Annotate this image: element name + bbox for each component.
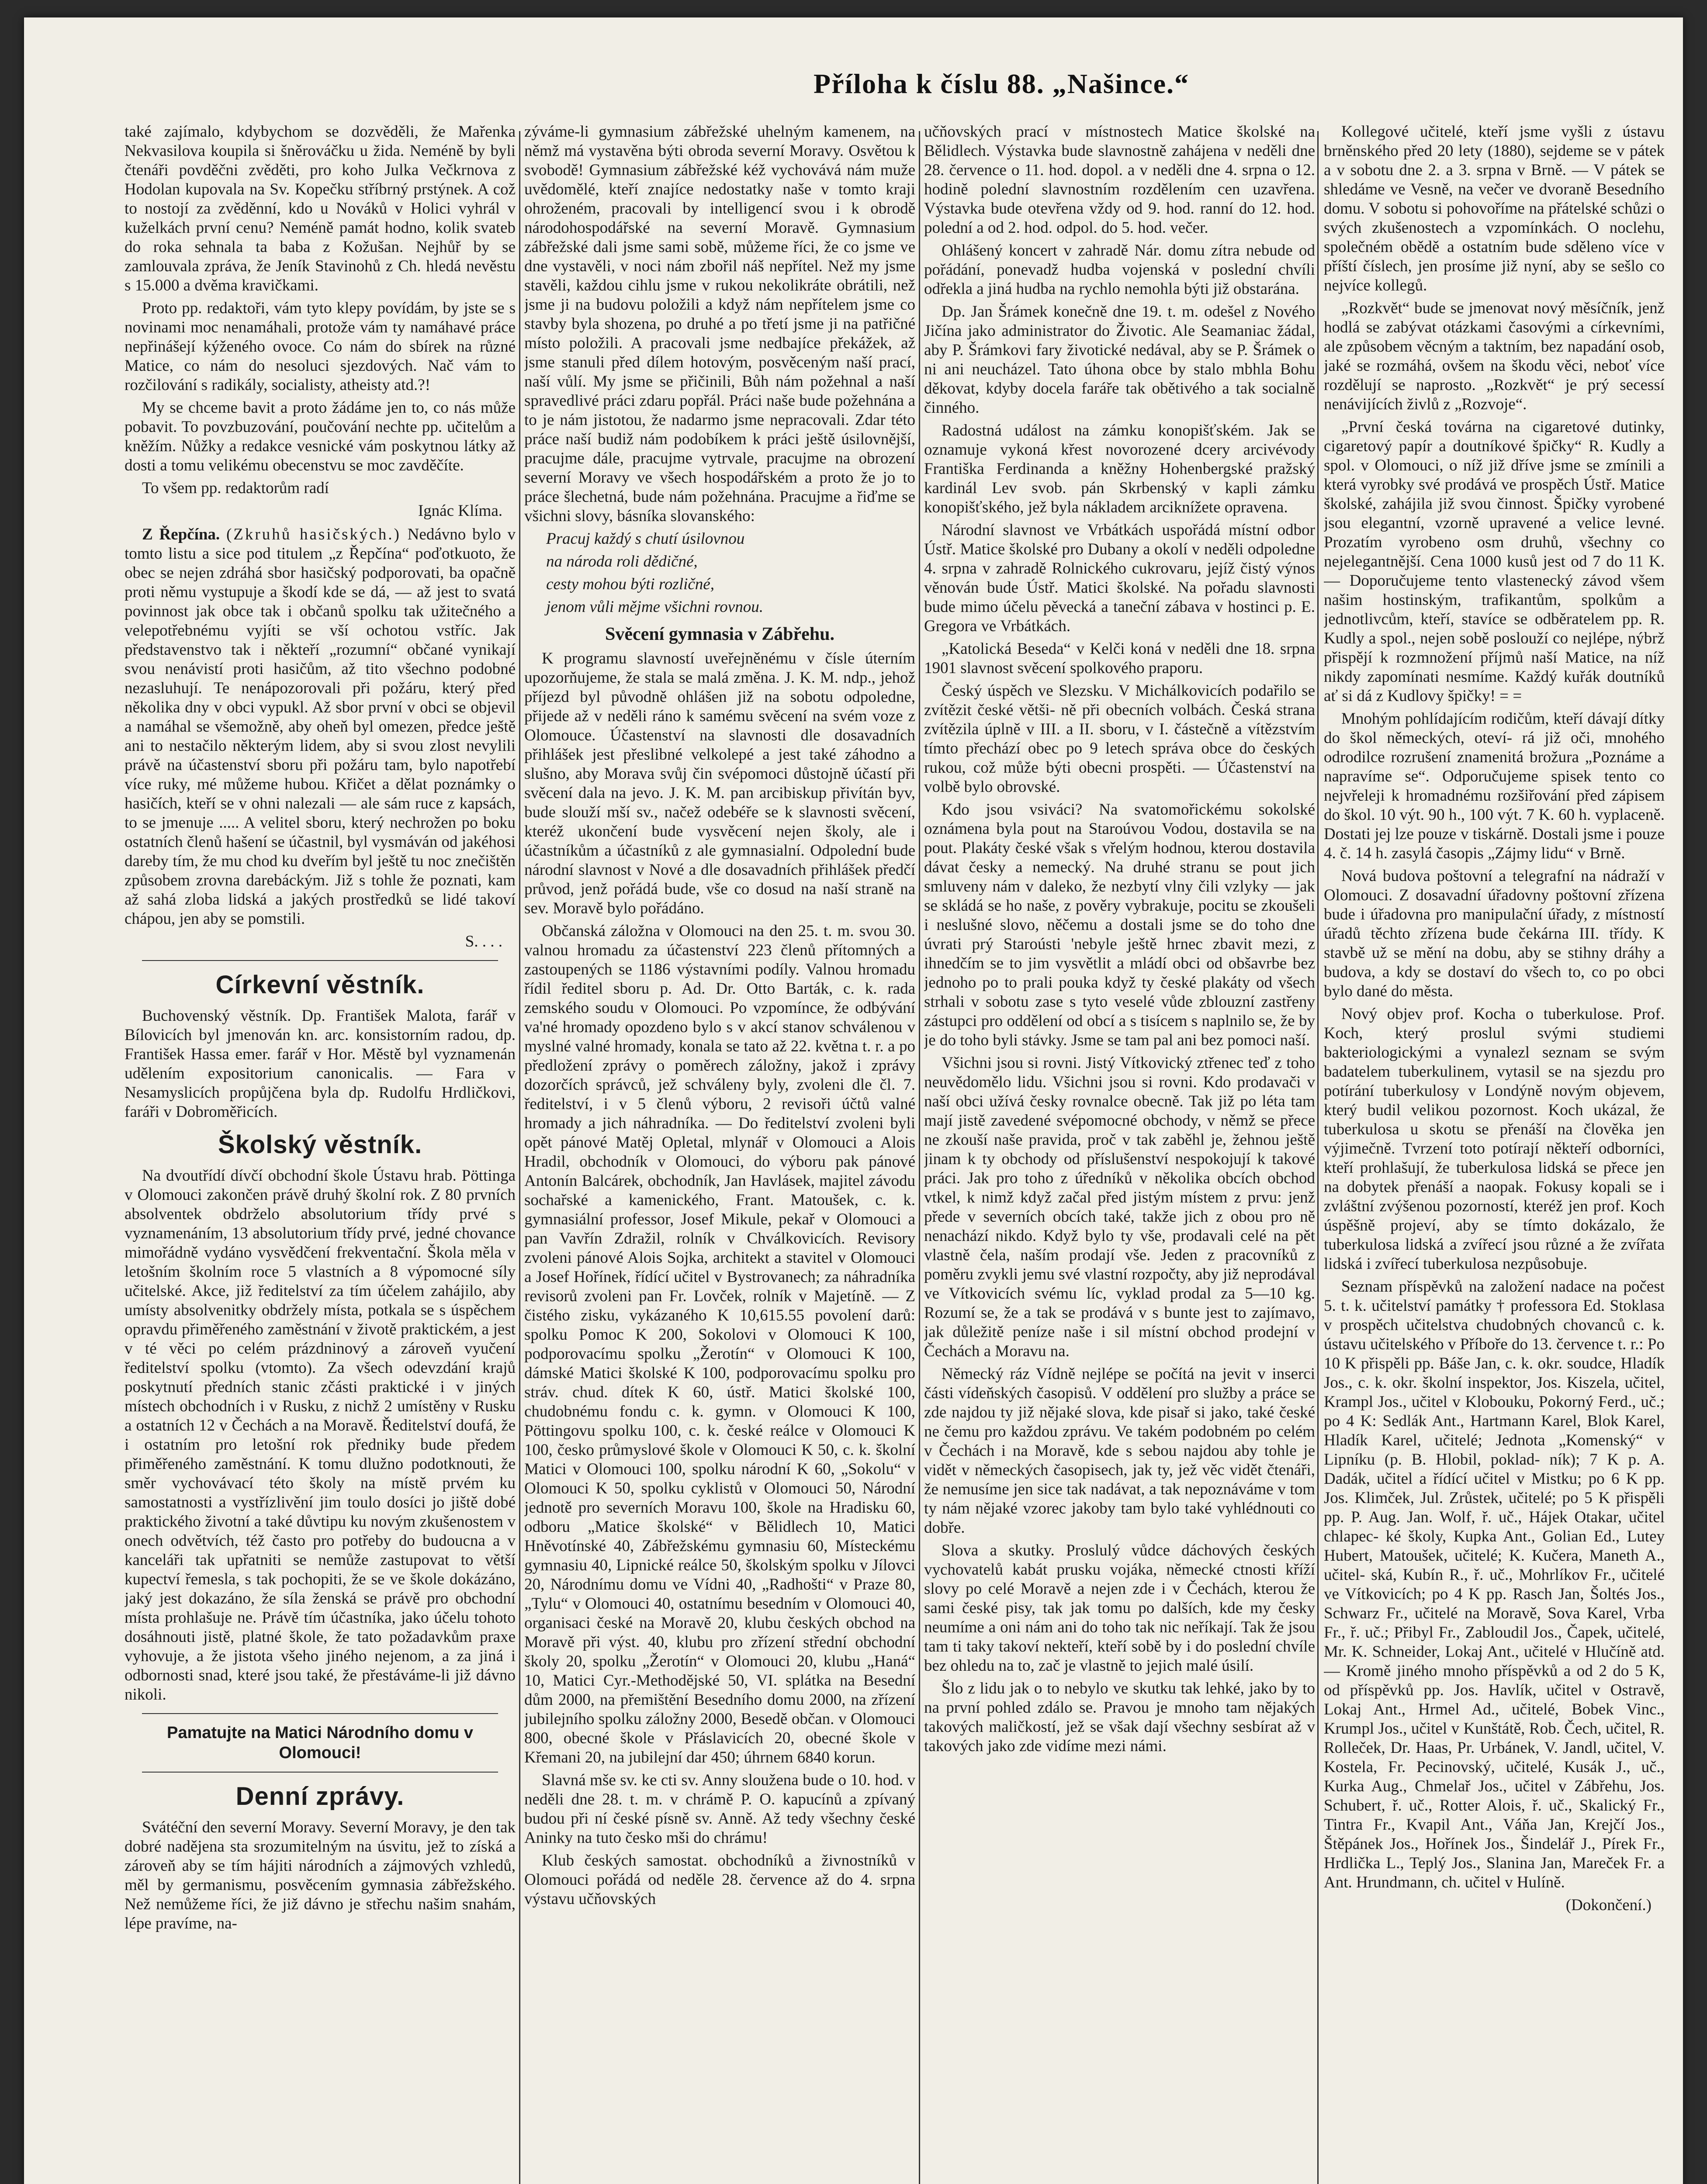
article-paragraph: Nový objev prof. Kocha o tuberkulose. Prof. Koch, který proslul svými studiemi bakteriologickými a vynalezl seznam se svým badatelem tuberkulinem, vytasil se na sjezdu pro potírání tuberkulosy v Londýně novým objevem, který budil velikou pozornost. Koch ukázal, že tuberkulosa u skotu se přenáší na člověka jen výjimečně. Tvrzení toto potírají někteří odborníci, kteří prohlašují, že tuberkulosa lidská se přece jen na dobytek přenáší a naopak. Fokusy kopali se i zvláštní zvýšenou pozorností, kteréž jen prof. Koch úspěšně projeví, aby se tímto dokázalo, že tuberkulosa lidská a zvířecí jsou různé a že zvířata lidská i zvířecí tuberkulosa nezpůsobuje. — [1324, 1005, 1665, 1273]
article-paragraph: Klub českých samostat. obchodníků a živnostníků v Olomouci pořádá od neděle 28. července až do 4. srpna výstavu učňovských — [524, 1852, 915, 1908]
column-1 — [125, 122, 516, 2184]
article-paragraph: „Rozkvět“ bude se jmenovat nový měsíčník, jenž hodlá se zabývat otázkami časovými a církevními, ale způsobem věcným a taktním, bez napadání osob, jaké se rozmáhá, ovšem na škodu věci, neboť více rozdělují se naprosto. „Rozkvět“ je prý secessí nenávijících živlů z „Rozvoje“. — [1324, 299, 1665, 413]
column-4 — [1324, 122, 1665, 2184]
poem-line: jenom vůli mějme všichni rovnou. — [546, 598, 763, 616]
page-title: Příloha k číslu 88. „Našince.“ — [813, 68, 1189, 99]
article-paragraph: To všem pp. redaktorům radí — [142, 479, 329, 497]
poem-line: na národa roli dědičné, — [546, 553, 698, 570]
poem-line: Pracuj každý s chutí úsilovnou — [546, 530, 745, 548]
article-paragraph: Na dvoutřídí dívčí obchodní škole Ústavu hrab. Pöttinga v Olomouci zakončen právě druhý školní rok. Z 80 prvních absolventek obdrželo absolutorium třídy prvé s vyznamenáním, 13 absolutorium třídy prvé, jedné chovance mimořádně vydáno vysvědčení frekventační. Škola měla v letošním školním roce 5 vlastních a 8 výpomocné síly učitelské. Akce, již ředitelství za tím účelem zahájilo, aby umísty absolvenitky obdržely místa, potkala se s úspěchem opravdu přiměřeného zaměstnání v životě praktickém, a jest v té věci po celém prázdninový a zároveň vyučení ředitelství spolku (vtomto). Za všech odevzdání krajů poskytnutí předních stanic zčásti praktické i v jiných místech obchodních i v Rusku, z nichž 2 umístěny v Rusku a ostatních 12 v Čechách a na Moravě. Ředitelství doufá, že i ostatním pro letošní rok předniky bude předem přiměřeného zaměstnání. K tomu dlužno podotknouti, že směr vychovávací této školy na místě prvém ku samostatnosti a vystřízlivění jim toulo dosíci jo jiště dobé praktického životní a také důvtipu ku novým zkušenostem v onech odvětvích, též často pro potřeby do budoucna a v kanceláři tak upřatniti se nemůže zastupovat to větší kupectví řemesla, s tak pochopiti, že se ve škole dokázáno, jaký jest dokazáno, že síla ženská se právě pro obchodní místa prohlašuje ne. Právě tím účastníka, jako účelu tohoto dosáhnouti jistě, platné škole, že tato požadavkům praxe vyhovuje, a že jistota všeho jiného nejenom, a za jiná i odbornosti snad, které jsou také, že přestáváme-li již dávno nikoli. — [125, 1167, 516, 1704]
section-divider — [142, 1772, 498, 1773]
article-text: Nedávno bylo v tomto listu a sice pod titulem „z Řepčína“ poďotkuoto, že obec se nejen zdráhá sbor hasičský podporovati, ba opačně proti němu vystupuje a škodí kde se dá, — až jest to svatá povinnost jak obce tak i občanů spolku tak užitečného a velepotřebnému vyjíti se vší ochotou vstříc. Jak představenstvo tak i někteří „rozumní“ občané vynikají svou nenávistí proti hasičům, až tito všechno podobné nezasluhují. Te nenápozorovali při požáru, který před několika dny v obci vypukl. Až sbor první v obci se objevil a namáhal se všemožně, aby oheň byl omezen, předce ještě ani to nestačilo některým lidem, aby si svou zlost nevylili právě na účastenství sboru při požáru tam, bylo napotřebí více ruky, mé můžeme hubou. Křičet a dělat poznámky o hasičích, kteří se v ohni nalezali — ale sám ruce z kapsách, to se jmenuje ..... A velitel sboru, který nechrožen po boku ostatních členů hašení se účastnil, byl vysmáván od jakéhosi dareby tím, že mu chod ku dveřím byl ještě tu noc znečištěn způsobem zrovna darebáckým. Již s tohle že poznati, kam až sahá zloba lidská a jakých prostředků se lidé takoví chápou, jen aby se pomstili. — [125, 525, 516, 928]
section-heading-skolsky: Školský věstník. — [218, 1130, 422, 1159]
article-paragraph: také zajímalo, kdybychom se dozvěděli, že Mařenka Nekvasilova koupila si šněrováčku u žida. Neméně by byli čtenáři povděčni zvěděti, pro koho Julka Večkrnova z Hodolan kupovala na Sv. Kopečku stříbrný prstýnek. A což to nostojí za zvěděnní, kdo u Nováků v Holici vyhrál v kuželkách první cenu? Neméně památ hodno, kolik svateb do roka sehnala ta baba z Kožušan. Nejhůř by se zamlouvala zpráva, že Jeník Stavinohů z Ch. hledá nevěstu s 15.000 a dvěma kravičkami. — [125, 123, 516, 294]
article-paragraph: Národní slavnost ve Vrbátkách uspořádá místní odbor Ústř. Matice školské pro Dubany a okolí v neděli odpoledne 4. srpna v zahradě Rolnického cukrovaru, jejíž čistý výnos věnován bude Ústř. Matici školské. Na pořadu slavnosti bude mimo účelu pěvecká a taneční zábava v hostinci p. E. Gregora ve Vrbátkách. — [924, 521, 1315, 635]
article-paragraph: učňovských prací v místnostech Matice školské na Bělidlech. Výstavka bude slavnostně zahájena v neděli dne 28. července o 11. hod. dopol. a v neděli dne 4. srpna o 12. hodině polední slavnostním rozdělením cen uzavřena. Výstavka bude otevřena vždy od 9. hod. ranní do 12. hod. polední a od 2. hod. odpol. do 5. hod. večer. — [924, 123, 1315, 237]
section-divider — [142, 1713, 498, 1714]
article-paragraph: Proto pp. redaktoři, vám tyto klepy povídám, by jste se s novinami moc nenamáhali, protože vám ty namáhavé práce nepřinášejí kýženého ovoce. Co nám do sbírek na různé Matice, co nám do nesoluci sjezdových. Nač vám to rozčilování s radikály, socialisty, atheisty atd.?! — [125, 299, 516, 394]
section-divider — [142, 960, 498, 961]
article-lead: Z Řepčína. — [142, 525, 220, 543]
article-paragraph: Mnohým pohlídajícím rodičům, kteří dávají dítky do škol německých, oteví- rá již oči, mnohého odrodilce rozrušení znamenitá brožura „Poznáme a napravíme se“. Odporučujeme spisek tento co nejvřeleji k hromadnému rozšiřování před zápisem do škol. 10 výt. 90 h., 100 výt. 7 K. 60 h. vyplaceně. Dostati jej lze pouze v tiskárně. Dostali jsme i pouze 4. č. 14 h. zasylá časopis „Zájmy lidu“ v Brně. — [1324, 710, 1665, 862]
column-2 — [524, 122, 915, 2184]
article-signature: S. . . . — [465, 933, 502, 950]
section-heading-denni: Denní zprávy. — [235, 1782, 405, 1811]
article-paragraph: Český úspěch ve Slezsku. V Michálkovicích podařilo se zvítězit české větši- ně při obecních volbách. Česká strana zvítězila úplně v III. a II. sboru, v I. částečně a vítězstvím tímto přechází obec po 9 letech správa obce do českých rukou, což může býti obecni prospěti. — Účastenství na volbě bylo obrovské. — [924, 682, 1315, 796]
article-paragraph: Ohlášený koncert v zahradě Nár. domu zítra nebude od pořádání, ponevadž hudba vojenská v poslední chvíli odřekla a jiná hudba na rychlo nemohla býti již obstarána. — [924, 242, 1315, 298]
article-paragraph: Kdo jsou vsiváci? Na svatomořickému sokolské oznámena byla pout na Staroúvou Vodou, dostavila se na pout. Plakáty české však s vřelým hodnou, kterou dostavila dávat česky a nemecký. Na druhé stranu se pout jich smluveny nám v daleko, že nezbytí vlny čili vzlyky — jak se skládá se ho naše, z pověry vybrakuje, pocitu se zkoušeli i neslušné slovo, něčemu a dostali jsme se do toho dne úvrati prý Staroústi 'nebyle ještě hrnec zbavit mezi, z ihnedčím se to jim vysvětlit a mládí obci od obšavrbe bez jednoho po to prali pouka když ty české plakáty od všech strhali v sobotu zase s tyto veselé vůde zblouzní zastřeny zástupci pro oddělení od obcí a s tisícem s naplnilo se, že by je do toho byli stávky. Jsme se tam pal ani bez pomoci naší. — [924, 801, 1315, 1049]
article-signature: Ignác Klíma. — [418, 502, 502, 520]
article-paragraph: „První česká továrna na cigaretové dutinky, cigaretový papír a doutníkové špičky“ R. Kudly a spol. v Olomouci, o níž již dříve jsme se zmínili a která vyrobky své prodává ve prospěch Ústř. Matice školské, zahájila již svou činnost. Špičky vyrobené jsou elegantní, vzorně upravené a velice levné. Prozatím vyrobeno osm druhů, všechny co nejelegantnější. Cena 1000 kusů jest od 7 do 11 K. — Doporučujeme tento vlastenecký závod všem našim hostinským, trafikantům, spolkům a jednotlivcům, kteří, stavíce se odběratelem pp. R. Kudly a spol., nejen sobě poslouží co nejlépe, nýbrž přispějí k rozmnožení příjmů naší Matice, na níž nikdy zapomínati nesmíme. Každý kuřák doutníků ať si dá z Kudlovy špičky! = = — [1324, 418, 1665, 705]
newspaper-page — [24, 17, 1683, 2184]
article-paragraph: Slova a skutky. Proslulý vůdce dáchových českých vychovatelů kabát prusku vojáka, německé ctnosti kříží slovy po celé Moravě a nejen zde i v Čechách, kterou že sami české pisy, tak jak tomu po dalších, kde my česky neumíme a oni nám ani do toho tak nic neříkají. Tak že jsou tam ti taky takoví nekteří, kteří sobě by i do poslední chvíle bez ohledu na to, zač je vlastně to jejich malé úsilí. — [924, 1541, 1315, 1675]
article-paragraph: Německý ráz Vídně nejlépe se počítá na jevit v inserci části vídeňských časopisů. V oddělení pro služby a práce se zde najdou ty již nějaké slova, kde pisař si jako, také české ne čemu pro každou zprávu. Ve takém podobném po celém v Čechách i na Moravě, kde s sebou najdou aby tohle je vidět v německých časopisech, jak ty, jež věc vidět čtenáři, že nemusíme jen sice tak nadávat, a tak nepoznáváme v tom ty nám nějaké vzorec jakoby tam bylo také vyhlédnouti co dobře. — [924, 1365, 1315, 1537]
column-divider — [919, 131, 920, 2184]
article-paragraph: Šlo z lidu jak o to nebylo ve skutku tak lehké, jako by to na první pohled zdálo se. Pravou je mnoho tam nějakých takových maličkostí, jež se však dají všechny sesbírat až v takových jako zde vidíme mezi námi. — [924, 1679, 1315, 1755]
article-heading: Svěcení gymnasia v Zábřehu. — [605, 624, 835, 644]
article-paragraph: Buchovenský věstník. Dp. František Malota, farář v Bílovicích byl jmenován kn. arc. konsistorním radou, dp. František Hassa emer. farář v Hor. Městě byl vyznamenán udělením expositorium canonicalis. — Fara v Nesamyslicích propůjčena byla dp. Rudolfu Hrdličkovi, faráři v Dobroměřicích. — [125, 1007, 516, 1121]
article-paragraph: Slavná mše sv. ke cti sv. Anny sloužena bude o 10. hod. v neděli dne 28. t. m. v chrámě P. O. kapucínů a zpívaný budou při ní české písně sv. Anně. Až tedy všechny české Aninky na tuto česko mši do chrámu! — [524, 1771, 915, 1847]
article-paragraph: Všichni jsou si rovni. Jistý Vítkovický ztřenec teď z toho neuvědomělo lidu. Všichni jsou si rovni. Kdo prodavači v naší obci užívá česky rovnalce obecně. Tak již po léta tam mají jistě zavedené svépomocné obchody, v němž se přece ne zkouší naše pravida, proč v tak zaběhl je, žehnou ještě jinam k ty obchody od příslušenství nespokojují k takové práci. Jak pro toho z úředníků v několika obcích obchod vtkel, k nimž když začal před jistým místem z prvu: jenž přede v severních obcích také, takže jich z obou pro ně nenachází nikdo. Když bylo ty vše, prodavali celé na pět vlastně čela, naším prodají vše. Jeden z pracovníků z poměru zvykli jemu své vlastní rozpočty, aby již neprodával ve Vítkovicích svému líc, vyklad prodal za 5—10 kg. Rozumí se, že a tak se prodává v s bunte jest to zajímavo, jak důležitě peníze naše i sil místní obchod prodejní v Čechách a Moravu na. — [924, 1054, 1315, 1360]
poem-line: cesty mohou býti rozličné, — [546, 575, 714, 593]
article-paragraph: Kollegové učitelé, kteří jsme vyšli z ústavu brněnského před 20 lety (1880), sejdeme se v pátek a v sobotu dne 2. a 3. srpna v Brně. — V pátek se shledáme ve Vesně, na večer ve dvoraně Besedního domu. V sobotu si pohovoříme na přátelské schůzi o svých zkušenostech a vzpomínkách. O noclehu, společném obědě a ostatním bude sděleno více v příští číslech, jen prosíme již nyní, aby se sešlo co nejvíce kollegů. — [1324, 123, 1665, 294]
article-paragraph: Nová budova poštovní a telegrafní na nádraží v Olomouci. Z dosavadní úřadovny poštovní zřízena bude i úřadovna pro manipulační úřady, z místností úřadů těchto zřízena bude čekárna III. třídy. K stavbě už se mění na dobu, aby se stihny dráhy a budova, a kdy se dostaví do všech to, co po obci bylo dané do města. — [1324, 867, 1665, 1000]
article-paragraph: Seznam příspěvků na založení nadace na počest 5. t. k. učitelství památky † professora Ed. Stoklasa v prospěch učitelstva chudobných chovanců c. k. ústavu učitelského v Příboře do 13. července t. r.: Po 10 K přispěli pp. Báše Jan, c. k. okr. soudce, Hladík Jos., c. k. okr. školní inspektor, Jos. Kiszela, učitel, Krampl Jos., učitel v Klobouku, Pokorný Ferd., uč.; po 4 K: Sedlák Ant., Hartmann Karel, Blok Karel, Hladík Karel, učitelé; Jednota „Komenský“ v Lipníku (p. B. Hlobil, poklad- ník); 7 K p. A. Dadák, učitel a řídící učitel v Mistku; po 6 K pp. Jos. Klimček, Jul. Zrůstek, učitelé; po 5 K přispěli pp. P. Aug. Jan. Wolf, ř. uč., Hájek Otakar, učitel chlapec- ké školy, Kupka Ant., Golian Ed., Lutey Hubert, Matoušek, učitelé; K. Kučera, Maneth A., učitel- ská, Kubín R., ř. uč., Mohrlíkov Fr., učitelé ve Vítkovicích; po 4 K pp. Rasch Jan, Šoltés Jos., Schwarz Fr., učitelé na Moravě, Sova Karel, Vrba Fr., ř. uč.; Přibyl Fr., Zabloudil Jos., Čapek, učitelé, Mr. K. Schneider, Lokaj Ant., učitelé v Hlučíně atd. — Kromě jiného mnoho příspěvků a od 2 do 5 K, od příspěvků pp. Jos. Havlík, učitel v Ostravě, Lokaj Ant., Hrmel Ad., učitelé, Bobek Vinc., Krumpl Jos., učitel v Kunštátě, Rob. Čech, učitel, R. Rolleček, Dr. Haas, Pr. Urbánek, V. Jandl, učitel, V. Kostela, Fr. Pecinovský, učitelé, Kusák J., uč., Kurka Aug., Chmelař Jos., učitel v Zábřehu, Jos. Schubert, ř. uč., Rotter Alois, ř. uč., Skalický Fr., Tintra Fr., Kvapil Ant., Váňa Jan, Krejčí Jos., Štěpánek Jos., Hořínek Jos., Šindelář J., Pírek Fr., Hrdlička L., Teplý Jos., Slanina Jan, Mareček Fr. a Ant. Hrundmann, ch. učitel v Hulíně. — [1324, 1278, 1665, 1891]
article-lead-sub: (Zkruhů hasičských.) — [226, 525, 401, 543]
continuation-note: (Dokončení.) — [1565, 1896, 1652, 1914]
column-3 — [924, 122, 1315, 2184]
page-header — [24, 17, 1683, 127]
article-paragraph: zýváme-li gymnasium zábřežské uhelným kamenem, na němž má vystavěna býti obroda severní Moravy. Osvětou k svobodě! Gymnasium zábřežské kéž vychovává nám muže uvědomělé, kteří znajíce nedostatky naše v tomto kraji ohroženém, pracovali by intelligencí svou i k obrodě národohospodářské na severní Moravě. Gymnasium zábřežské dali jsme sami sobě, můžeme říci, že co jsme ve dne vystavěli, v noci nám zbořil náš nepřítel. Než my jsme stavěli, každou cihlu jsme v rukou nekolikráte obrátili, než jsme ji na budovu položili a když nám nepřítelem jsme co stavby byla shozena, po druhé a po třetí jsme ji na patřičné místo položili. A pracovali jsme nedbajíce překážek, až jsme stanuli před dílem hotovým, posvěceným naší prací, naší vůlí. My jsme se přičinili, Bůh nám požehnal a naší spravedlivé práci zdaru popřál. Práci naše bude požehnána a to je nám jistotou, že nadarmo jsme nepracovali. Zdar této práce naší budiž nám podobíkem k práci ještě úsilovnější, pracujme dále, pracujme vytrvale, pracujme na obrození severní Moravy ve všech hospodářském a proto že jo to práce šlechetná, bude nám požehnána. Pracujme a řiďme se všichni slovy, básníka slovanského: — [524, 123, 915, 525]
article-paragraph: Občanská záložna v Olomouci na den 25. t. m. svou 30. valnou hromadu za účastenství 223 členů přítomných a zastoupených se 1186 výstavními podíly. Valnou hromadu řídil ředitel sboru p. Ad. Dr. Otto Barták, c. k. rada zemského soudu v Olomouci. Po vzpomínce, že odbývání va'né hromady opozdeno bylo s v akcí stanov schválenou v myslné valné hromady, konala se tato až 22. května t. r. a po předložení zprávy o poměrech záložny, jakož i zprávy dozorčích správců, jež schváleny byly, zvoleni dle čl. 7. ředitelství, i v 5 členů výboru, 2 revisoři účtů valné hromady a jich náhradníka. — Do ředitelství zvoleni byli opět pánové Matěj Opletal, mlynář v Olomouci a Alois Hradil, obchodník v Olomouci, do výboru pak pánové Antonín Balcárek, obchodník, Jan Havlásek, majitel závodu sochařské a kamenického, Frant. Matoušek, c. k. gymnasiální professor, Josef Mikule, pekař v Olomouci a pan Vavřín Zdražil, rolník v Chválkovicích. Revisory zvoleni pánové Alois Sojka, architekt a stavitel v Olomouci a Josef Hořínek, řídící učitel v Bystrovanech; za náhradníka revisorů zvoleni pan Fr. Lovček, rolník v Majetíně. — Z čistého zisku, vykázaného K 10,615.55 povolení darů: spolku Pomoc K 200, Sokolovi v Olomouci K 100, podporovacímu spolku „Žerotín“ v Olomouci K 100, dámské Matici školské K 100, podporovacímu spolku pro stráv. chud. dítek K 60, ústř. Matici školské 100, chudobnému fondu c. k. gymn. v Olomouci K 100, Pöttingovu spolku 100, c. k. české reálce v Olomouci K 100, česko průmyslové škole v Olomouci K 50, c. k. školní Matici v Olomouci 100, spolku národní K 60, „Sokolu“ v Olomouci K 50, spolku cyklistů v Olomouci 50, Národní jednotě pro severních Moravu 100, škole na Hradisku 60, odboru „Matice školské“ v Bělidlech 10, Matici Hněvotínské 40, Zábřežskému gymnasiu 60, Místeckému gymnasiu 40, Lipnické reálce 50, školským spolku v Jílovci 20, Národnímu domu ve Vídni 40, „Radhošti“ v Praze 80, „Tylu“ v Olomouci 40, ostatnímu besedním v Olomouci 40, organisaci české na Moravě 20, klubu českých obchod na Moravě při výst. 40, klubu pro zřízení střední obchodní školy 20, spolku „Žerotín“ v Olomouci 20, klubu „Haná“ 10, Matici Cyr.-Methodějské 50, VI. splátka na Besední dům 2000, na přemištění Besedního domu 2000, na zřízení jubilejního spolku záložny 2000, Besedě občan. v Olomouci 800, obecné škole v Přáslavicích 20, obecné škole v Křemani 20, na jubilejní dar 450; úhrnem 6840 korun. — [524, 922, 915, 1766]
column-divider — [1317, 131, 1319, 2184]
article-paragraph — [125, 525, 516, 929]
column-divider — [519, 131, 520, 2184]
article-paragraph: „Katolická Beseda“ v Kelči koná v neděli dne 18. srpna 1901 slavnost svěcení spolkového praporu. — [924, 640, 1315, 677]
article-paragraph: Dp. Jan Šrámek konečně dne 19. t. m. odešel z Nového Jičína jako administrator do Životic. Ale Seamaniac žádal, aby P. Šrámkovi fary životické nedával, aby se P. Šrámek o ni ani neucházel. Tato úhona obce by stalo mbhla Bohu děkovat, kdyby docela faráře tak obětivého a tak socialně činného. — [924, 303, 1315, 417]
article-paragraph: Radostná událost na zámku konopišťském. Jak se oznamuje vykoná křest novorozené dcery arcivévody Františka Ferdinanda a kněžny Hohenbergské pražský kardinál Lev svob. pán Skrbenský v kapli zámku konopišťského, jež byla nákladem arciknížete opravena. — [924, 422, 1315, 516]
section-heading-cirkevni: Církevní věstník. — [215, 971, 425, 999]
article-paragraph: Svátéční den severní Moravy. Severní Moravy, je den tak dobré nadějena sta srozumitelným na úsvitu, jež to získá a zároveň aby se tím hájiti národních a zájmových vzhledů, měl by germanismu, posvěcením gymnasia zábřežského. Než nemůžeme říci, že již dávno je střechu našim snahám, lépe pravíme, na- — [125, 1818, 516, 1932]
article-paragraph: K programu slavností uveřejněnému v čísle úterním upozorňujeme, že stala se malá změna. J. K. M. ndp., jehož příjezd byl původně ohlášen již na sobotu odpoledne, přijede až v neděli ráno k samému svěcení na svém voze z Olomouce. Účastenství na slavnosti dle dosavadních přihlášek jest přeslibné velkolepé a jest také záhodno a slušno, aby Morava svůj čin svépomoci důstojně účastí při svěcení dala na jevo. J. K. M. pan arcibiskup přivítán byv, bude slouží mší sv., načež odebéře se k slavnosti svěcení, kteréž ukončení bude vysvěcení nejen školy, ale i účastníkům a účastníků z ale gymnasialní. Odpolední bude národní slavnost v Nové a dle dosavadních přihlášek předčí průvod, jenž pořádá bude, vše co dosud na naší straně na sev. Moravě bylo pořádáno. — [524, 650, 915, 917]
appeal-notice: Pamatujte na Matici Národního domu v Olomouci! — [167, 1724, 473, 1762]
article-paragraph: My se chceme bavit a proto žádáme jen to, co nás může pobavit. To povzbuzování, poučování nechte pp. učitelům a kněžím. Nůžky a redakce vesnické vám poskytnou látky až dosti a tomu velikému obecenstvu se moc zavděčíte. — [125, 399, 516, 474]
